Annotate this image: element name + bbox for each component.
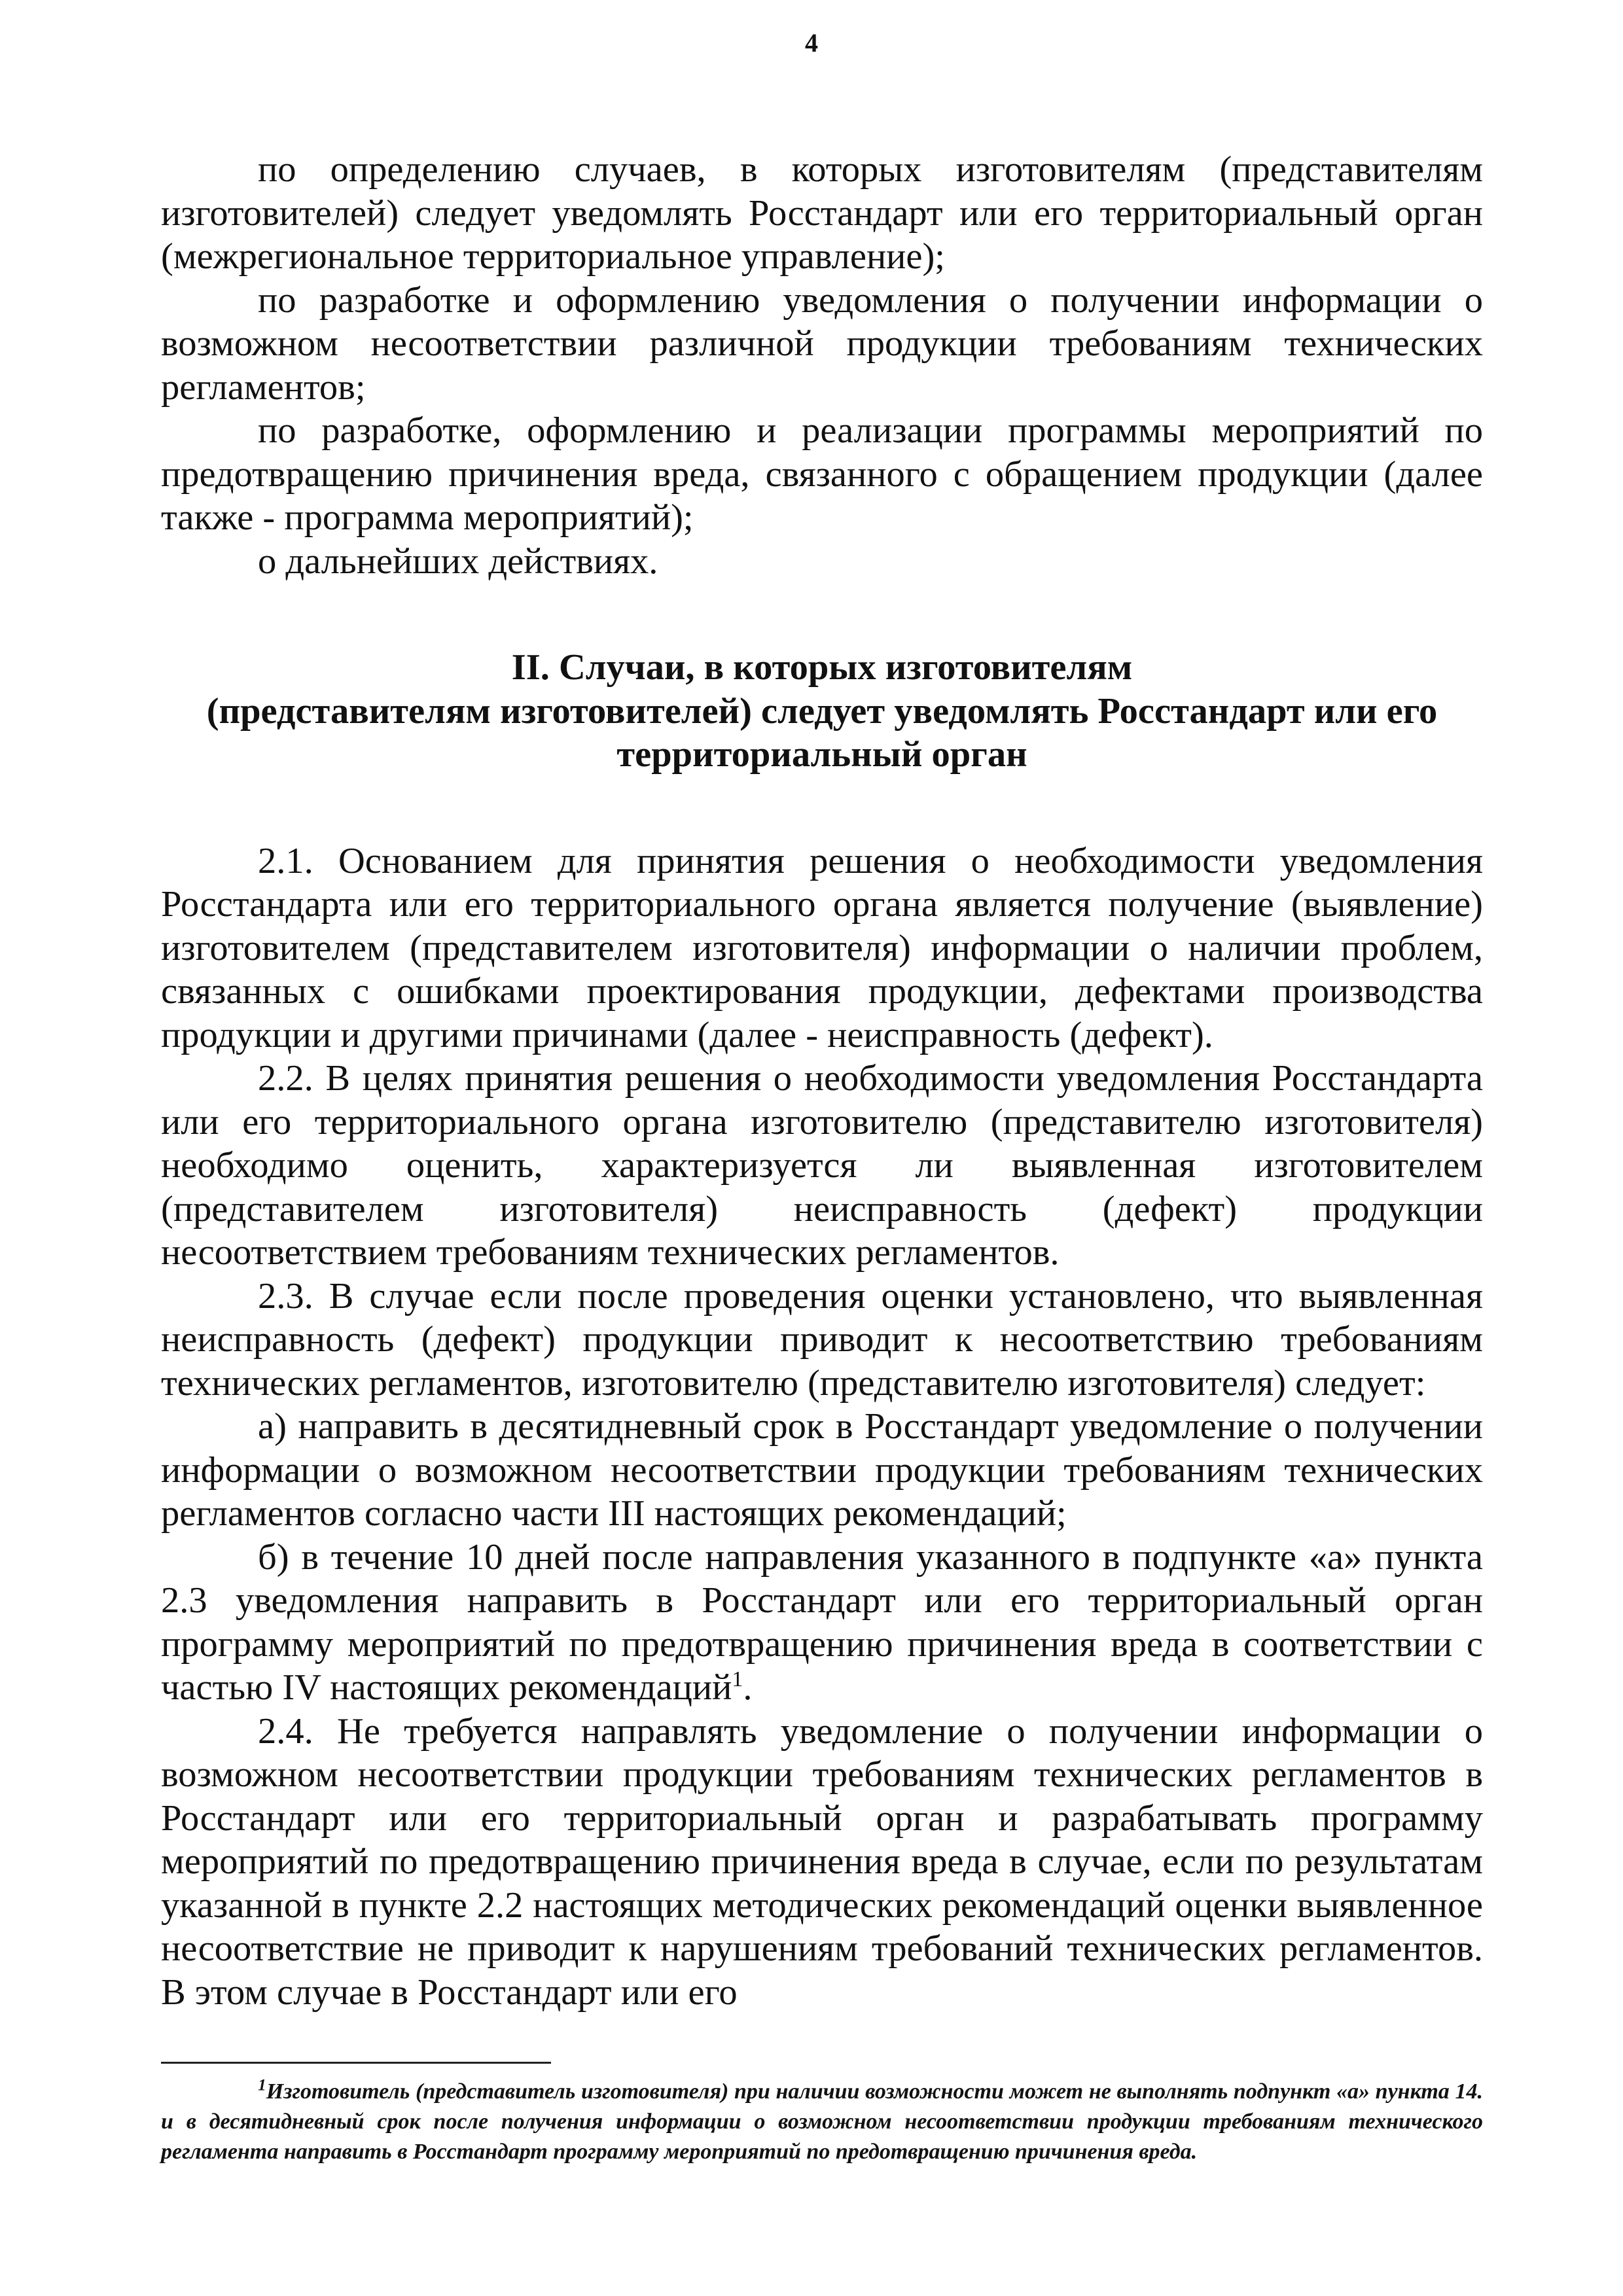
section-heading-line-3: территориальный орган xyxy=(616,734,1027,775)
footnote-divider xyxy=(161,2062,551,2064)
intro-paragraph-3: по разработке, оформлению и реализации программы мероприятий по предотвращению причинения вреда, связанного с обращением продукции (далее также - программа мероприятий); xyxy=(161,410,1483,538)
footnote-marker: 1 xyxy=(258,2075,266,2094)
main-text xyxy=(161,148,1483,2014)
page-number: 4 xyxy=(805,28,818,58)
section-heading xyxy=(161,646,1483,777)
paragraph-2-3-a: а) направить в десятидневный срок в Росстандарт уведомление о получении информации о возможном несоответствии продукции требованиям технических регламентов согласно части III настоящих рекомендаций; xyxy=(161,1406,1483,1534)
intro-paragraph-1: по определению случаев, в которых изготовителям (представителям изготовителей) следует уведомлять Росстандарт или его территориальный орган (межрегиональное территориальное управление); xyxy=(161,149,1483,277)
paragraph-2-1: 2.1. Основанием для принятия решения о необходимости уведомления Росстандарта или его территориального органа является получение (выявление) изготовителем (представителем изготовителя) информации о наличии проблем, связанных с ошибками проектирования продукции, дефектами производства продукции и другими причинами (далее - неисправность (дефект). xyxy=(161,840,1483,1055)
footnote-reference[interactable]: 1 xyxy=(732,1667,743,1692)
paragraph-2-2: 2.2. В целях принятия решения о необходимости уведомления Росстандарта или его территориального органа изготовителю (представителю изготовителя) необходимо оценить, характеризуется ли выявленная изготовителем (представителем изготовителя) неисправность (дефект) продукции несоответствием требованиям технических регламентов. xyxy=(161,1058,1483,1273)
footnote xyxy=(161,2077,1483,2167)
paragraph-2-3-b xyxy=(161,1536,1483,1710)
intro-paragraph-4: о дальнейших действиях. xyxy=(258,540,658,582)
footnote-text: Изготовитель (представитель изготовителя) при наличии возможности может не выполнять подпункт «а» пункта 14. и в десятидневный срок после получения информации о возможном несоответствии продукции требованиям технического регламента направить в Росстандарт программу мероприятий по предотвращению причинения вреда. xyxy=(161,2079,1483,2164)
section-heading-line-1: II. Случаи, в которых изготовителям xyxy=(511,647,1133,688)
paragraph-2-3: 2.3. В случае если после проведения оценки установлено, что выявленная неисправность (дефект) продукции приводит к несоответствию требованиям технических регламентов, изготовителю (представителю изготовителя) следует: xyxy=(161,1275,1483,1404)
paragraph-2-3-b-end: . xyxy=(743,1667,753,1708)
intro-paragraph-2: по разработке и оформлению уведомления о получении информации о возможном несоответствии различной продукции требованиям технических регламентов; xyxy=(161,279,1483,408)
paragraph-2-3-b-text: б) в течение 10 дней после направления указанного в подпункте «а» пункта 2.3 уведомления направить в Росстандарт или его территориальный орган программу мероприятий по предотвращению причинения вреда в соответствии с частью IV настоящих рекомендаций xyxy=(161,1536,1483,1708)
section-heading-line-2: (представителям изготовителей) следует уведомлять Росстандарт или его xyxy=(206,690,1438,732)
paragraph-2-4: 2.4. Не требуется направлять уведомление о получении информации о возможном несоответствии продукции требованиям технических регламентов в Росстандарт или его территориальный орган и разрабатывать программу мероприятий по предотвращению причинения вреда в случае, если по результатам указанной в пункте 2.2 настоящих методических рекомендаций оценки выявленное несоответствие не приводит к нарушениям требований технических регламентов. В этом случае в Росстандарт или его xyxy=(161,1710,1483,2013)
